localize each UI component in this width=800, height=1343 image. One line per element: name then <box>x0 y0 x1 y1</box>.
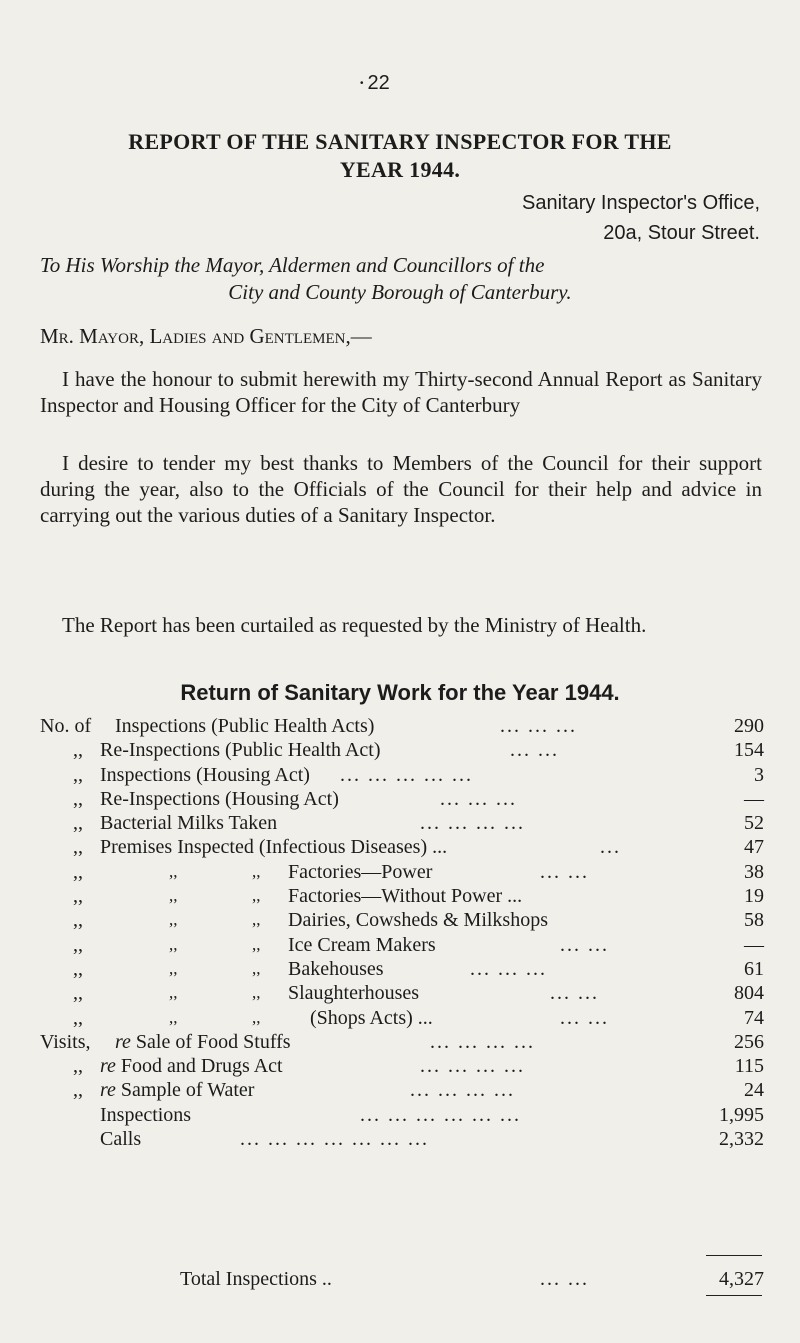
address-line1: Sanitary Inspector's Office, <box>522 192 760 214</box>
ditto-mark: ,, <box>169 886 178 906</box>
paragraph-1: I have the honour to submit herewith my Thirty-second Annual Report as Sanitary Inspector and Housing Officer for the City of Canterbury <box>40 367 762 417</box>
report-title-line2: YEAR 1944. <box>339 157 461 182</box>
row-dots: ... ... ... <box>440 787 517 810</box>
row-label: Premises Inspected (Infectious Diseases) ... <box>100 836 448 859</box>
row-value: 38 <box>744 860 764 883</box>
ditto-mark: ,, <box>252 958 261 978</box>
row-label: Inspections <box>100 1103 192 1126</box>
row-value: 115 <box>734 1055 764 1078</box>
ditto-mark: ,, <box>252 934 261 954</box>
ditto-mark: ,, <box>169 1007 178 1027</box>
row-value: 3 <box>754 763 764 786</box>
addressee-line1: To His Worship the Mayor, Aldermen and Councillors of the <box>40 253 545 277</box>
table-row <box>40 763 764 787</box>
row-dots: ... ... ... ... ... ... <box>360 1103 521 1126</box>
addressee-line2: City and County Borough of Canterbury. <box>228 280 572 304</box>
row-value: 256 <box>734 1030 764 1053</box>
ditto-mark: ,, <box>252 910 261 930</box>
row-label: Inspections (Public Health Acts) <box>115 715 375 737</box>
row-prefix: ,, <box>73 860 83 883</box>
row-dots: ... ... ... ... <box>430 1030 535 1053</box>
row-label: Slaughterhouses <box>288 982 420 1005</box>
row-prefix: ,, <box>73 933 83 956</box>
total-rule-top <box>706 1255 762 1256</box>
row-value: 2,332 <box>719 1128 764 1151</box>
row-dots: ... ... ... ... <box>420 812 525 835</box>
total-label: Total Inspections .. <box>180 1268 332 1290</box>
row-prefix: ,, <box>73 812 83 835</box>
total-row <box>180 1268 764 1292</box>
table-row <box>40 835 764 859</box>
ditto-mark: ,, <box>252 886 261 906</box>
row-dots: ... ... <box>510 739 559 762</box>
row-value: 58 <box>744 909 764 932</box>
row-value: 24 <box>744 1079 764 1102</box>
table-row <box>40 981 764 1005</box>
total-value: 4,327 <box>719 1268 764 1290</box>
ditto-mark: ,, <box>169 861 178 881</box>
return-title: Return of Sanitary Work for the Year 1944. <box>180 680 620 705</box>
row-dots: ... ... ... ... <box>410 1079 515 1102</box>
row-label: Bacterial Milks Taken <box>100 812 278 835</box>
row-value: 1,995 <box>719 1103 764 1126</box>
row-value: 290 <box>734 715 764 737</box>
row-prefix: ,, <box>73 1006 83 1029</box>
row-label: re Sale of Food Stuffs <box>115 1030 291 1053</box>
row-dots: ... ... ... ... ... <box>340 763 473 786</box>
row-label: Bakehouses <box>288 957 384 980</box>
address-line2: 20a, Stour Street. <box>603 222 760 244</box>
salutation: Mr. Mayor, Ladies and Gentlemen,— <box>40 324 372 348</box>
table-row <box>40 860 764 884</box>
table-row <box>40 933 764 957</box>
row-label: Re-Inspections (Housing Act) <box>100 787 339 810</box>
row-label: Calls <box>100 1128 142 1151</box>
ditto-mark: ,, <box>169 934 178 954</box>
row-value: 804 <box>734 982 764 1005</box>
row-prefix: ,, <box>73 909 83 932</box>
ditto-mark: ,, <box>169 983 178 1003</box>
row-value: — <box>744 933 764 956</box>
row-value: 47 <box>744 836 764 859</box>
row-dots: ... ... <box>540 860 589 883</box>
row-label: re Sample of Water <box>100 1079 255 1102</box>
table-row <box>40 1103 764 1127</box>
row-prefix: ,, <box>73 739 83 762</box>
ditto-mark: ,, <box>169 910 178 930</box>
row-value: 52 <box>744 812 764 835</box>
row-dots: ... ... ... <box>470 957 547 980</box>
row-dots: ... ... ... ... <box>420 1055 525 1078</box>
row-label: re Food and Drugs Act <box>100 1055 283 1078</box>
row-dots: ... ... <box>560 1006 609 1029</box>
row-label: Factories—Power <box>288 860 433 883</box>
addressee <box>40 252 760 306</box>
row-dots: ... ... <box>550 982 599 1005</box>
table-row <box>40 1030 764 1054</box>
row-value: 19 <box>744 885 764 908</box>
table-row <box>40 1127 764 1151</box>
report-title-line1: REPORT OF THE SANITARY INSPECTOR FOR THE <box>128 129 672 154</box>
ditto-mark: ,, <box>252 861 261 881</box>
row-value: 61 <box>744 957 764 980</box>
row-value: 74 <box>744 1006 764 1029</box>
row-dots: ... ... ... <box>500 715 577 737</box>
table-row <box>40 908 764 932</box>
row-label: Ice Cream Makers <box>288 933 436 956</box>
row-label: Inspections (Housing Act) <box>100 763 310 786</box>
row-prefix: ,, <box>73 1079 83 1102</box>
total-rule-bottom <box>706 1295 762 1296</box>
total-dots: ... ... <box>540 1268 589 1290</box>
table-row <box>40 738 764 762</box>
ditto-mark: ,, <box>252 1007 261 1027</box>
row-label: (Shops Acts) ... <box>310 1006 433 1029</box>
row-prefix: ,, <box>73 957 83 980</box>
table-row <box>40 714 764 738</box>
row-value: 154 <box>734 739 764 762</box>
table-row <box>40 1054 764 1078</box>
row-prefix: ,, <box>73 982 83 1005</box>
row-dots: ... ... <box>560 933 609 956</box>
row-prefix: ,, <box>73 1055 83 1078</box>
row-prefix: ,, <box>73 763 83 786</box>
row-label: Re-Inspections (Public Health Act) <box>100 739 381 762</box>
row-label: Dairies, Cowsheds & Milkshops <box>288 909 548 932</box>
row-prefix: ,, <box>73 836 83 859</box>
row-prefix: Visits, <box>40 1030 91 1053</box>
ditto-mark: ,, <box>252 983 261 1003</box>
table-row <box>40 1078 764 1102</box>
paragraph-3: The Report has been curtailed as requested by the Ministry of Health. <box>62 613 647 637</box>
row-dots: ... ... ... ... ... ... ... <box>240 1128 429 1151</box>
row-label: Factories—Without Power ... <box>288 885 523 908</box>
table-row <box>40 787 764 811</box>
row-dots: ... <box>600 836 621 859</box>
row-prefix: ,, <box>73 787 83 810</box>
row-value: — <box>744 787 764 810</box>
row-prefix: No. of <box>40 715 92 737</box>
table-row <box>40 957 764 981</box>
paragraph-2: I desire to tender my best thanks to Members of the Council for their support during the year, also to the Officials of the Council for their help and advice in carrying out the various duties of a Sanitary Inspector. <box>40 451 762 527</box>
report-title <box>40 128 760 184</box>
row-prefix: ,, <box>73 885 83 908</box>
sanitary-work-table <box>40 714 764 1151</box>
page-number: • 22 <box>360 72 390 94</box>
table-row <box>40 884 764 908</box>
table-row <box>40 811 764 835</box>
ditto-mark: ,, <box>169 958 178 978</box>
table-row <box>40 1006 764 1030</box>
